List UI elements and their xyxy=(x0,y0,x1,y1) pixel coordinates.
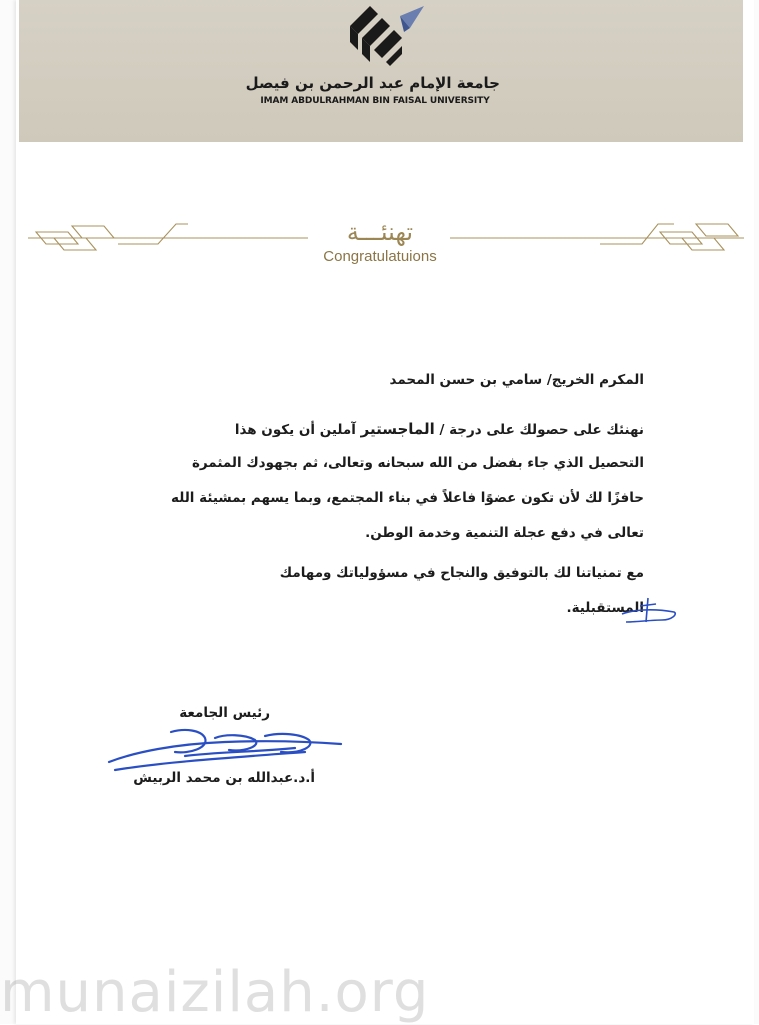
letter-paper xyxy=(16,0,754,1024)
salutation-line: المكرم الخريج/ سامي بن حسن المحمد xyxy=(389,372,644,388)
letter-line-6: المستقبلية. xyxy=(566,600,644,616)
university-logo-icon xyxy=(344,6,424,68)
letter-line-1-a: نهنئك على حصولك على درجة / xyxy=(439,422,644,438)
letter-line-1-b: آملين أن يكون هذا xyxy=(234,422,356,438)
letter-line-4: تعالى في دفع عجلة التنمية وخدمة الوطن. xyxy=(365,525,644,541)
degree-name: الماجستير xyxy=(360,420,435,438)
heading-arabic: تهنئـــة xyxy=(346,218,414,246)
site-watermark: munaizilah.org xyxy=(0,960,430,1025)
right-ornament xyxy=(450,212,744,256)
left-ornament xyxy=(28,212,308,256)
initial-mark-icon xyxy=(612,592,684,628)
letter-line-2: التحصيل الذي جاء بفضل من الله سبحانه وتعالى، ثم بجهودك المثمرة xyxy=(191,455,644,471)
president-name: أ.د.عبدالله بن محمد الربيش xyxy=(133,770,315,786)
president-title: رئيس الجامعة xyxy=(179,705,270,721)
heading-english: Congratulatuions xyxy=(323,248,437,265)
letter-line-5: مع تمنياتنا لك بالتوفيق والنجاح في مسؤولياتك ومهامك xyxy=(279,565,644,581)
university-name-english: IMAM ABDULRAHMAN BIN FAISAL UNIVERSITY xyxy=(260,96,490,106)
letter-line-1 xyxy=(84,420,644,438)
letter-line-3: حافزًا لك لأن تكون عضوًا فاعلاً في بناء المجتمع، وبما يسهم بمشيئة الله xyxy=(171,490,644,506)
university-name-arabic: جامعة الإمام عبد الرحمن بن فيصل xyxy=(245,74,500,92)
